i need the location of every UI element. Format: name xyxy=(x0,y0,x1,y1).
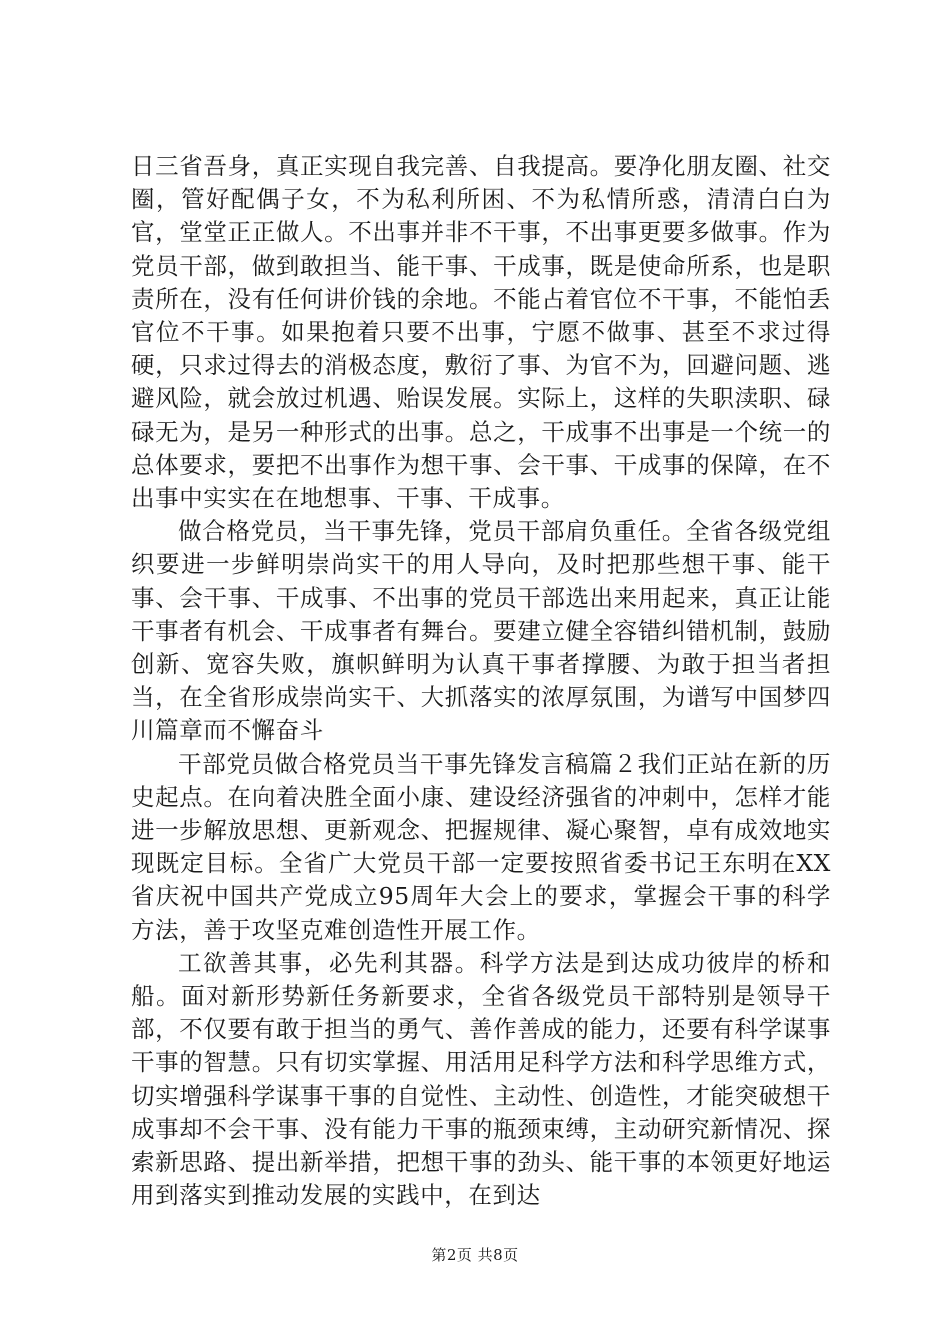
paragraph-4: 工欲善其事，必先利其器。科学方法是到达成功彼岸的桥和船。面对新形势新任务新要求，全省各级党员干部特别是领导干部，不仅要有敢于担当的勇气、善作善成的能力，还要有科学谋事干事的智慧。只有切实掌握、用活用足科学方法和科学思维方式，切实增强科学谋事干事的自觉性、主动性、创造性，才能突破想干成事却不会干事、没有能力干事的瓶颈束缚，主动研究新情况、探索新思路、提出新举措，把想干事的劲头、能干事的本领更好地运用到落实到推动发展的实践中，在到达 xyxy=(131,948,831,1210)
page-footer xyxy=(0,1244,950,1265)
paragraph-1: 日三省吾身，真正实现自我完善、自我提高。要净化朋友圈、社交圈，管好配偶子女，不为私利所困、不为私情所惑，清清白白为官，堂堂正正做人。不出事并非不干事，不出事更要多做事。作为党员干部，做到敢担当、能干事、干成事，既是使命所系，也是职责所在，没有任何讲价钱的余地。不能占着官位不干事，不能怕丢官位不干事。如果抱着只要不出事，宁愿不做事、甚至不求过得硬，只求过得去的消极态度，敷衍了事、为官不为，回避问题、逃避风险，就会放过机遇、贻误发展。实际上，这样的失职渎职、碌碌无为，是另一种形式的出事。总之，干成事不出事是一个统一的总体要求，要把不出事作为想干事、会干事、干成事的保障，在不出事中实实在在地想事、干事、干成事。 xyxy=(131,152,831,513)
paragraph-3: 干部党员做合格党员当干事先锋发言稿篇２我们正站在新的历史起点。在向着决胜全面小康、建设经济强省的冲刺中，怎样才能进一步解放思想、更新观念、把握规律、凝心聚智，卓有成效地实现既定目标。全省广大党员干部一定要按照省委书记王东明在XX省庆祝中国共产党成立95周年大会上的要求，掌握会干事的科学方法，善于攻坚克难创造性开展工作。 xyxy=(131,749,831,944)
page-number-label: 第2页 共8页 xyxy=(431,1246,519,1264)
document-body xyxy=(131,150,831,1213)
paragraph-2: 做合格党员，当干事先锋，党员干部肩负重任。全省各级党组织要进一步鲜明崇尚实干的用人导向，及时把那些想干事、能干事、会干事、干成事、不出事的党员干部选出来用起来，真正让能干事者有机会、干成事者有舞台。要建立健全容错纠错机制，鼓励创新、宽容失败，旗帜鲜明为认真干事者撑腰、为敢于担当者担当，在全省形成崇尚实干、大抓落实的浓厚氛围，为谱写中国梦四川篇章而不懈奋斗 xyxy=(131,517,831,745)
